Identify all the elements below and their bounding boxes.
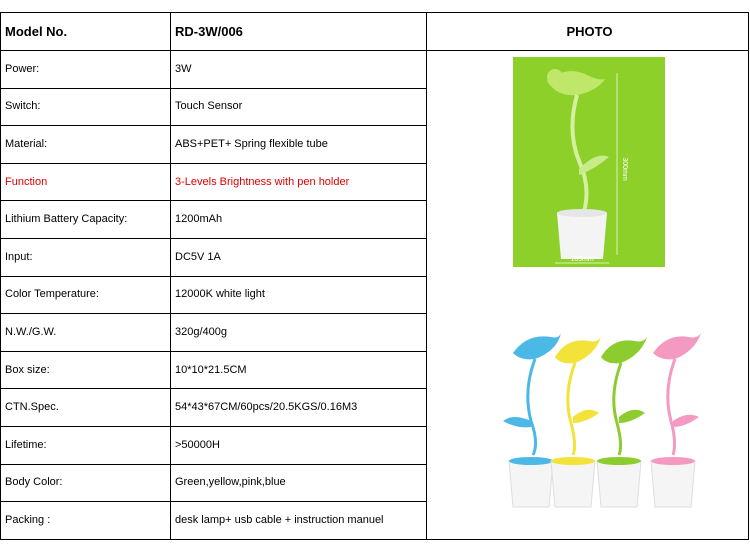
row-value: Touch Sensor bbox=[171, 88, 427, 126]
row-label-function: Function bbox=[1, 163, 171, 201]
header-model-label: Model No. bbox=[1, 13, 171, 51]
height-dimension-label: 300mm bbox=[621, 157, 628, 181]
row-value: desk lamp+ usb cable + instruction manuel bbox=[171, 502, 427, 540]
row-label: Body Color: bbox=[1, 464, 171, 502]
row-label: Packing : bbox=[1, 502, 171, 540]
row-label: Input: bbox=[1, 238, 171, 276]
row-label: N.W./G.W. bbox=[1, 314, 171, 352]
row-value: >50000H bbox=[171, 426, 427, 464]
row-label: Switch: bbox=[1, 88, 171, 126]
row-value: ABS+PET+ Spring flexible tube bbox=[171, 126, 427, 164]
photo-cell bbox=[427, 51, 749, 540]
width-dimension-label: 105mm bbox=[570, 256, 594, 263]
row-value: DC5V 1A bbox=[171, 238, 427, 276]
pink-lamp-image bbox=[651, 333, 701, 507]
row-value: 3W bbox=[171, 51, 427, 89]
row-value: Green,yellow,pink,blue bbox=[171, 464, 427, 502]
yellow-lamp-image bbox=[551, 337, 601, 507]
row-label: Power: bbox=[1, 51, 171, 89]
header-model-value: RD-3W/006 bbox=[171, 13, 427, 51]
row-value: 1200mAh bbox=[171, 201, 427, 239]
table-header-row bbox=[1, 13, 749, 51]
row-value: 12000K white light bbox=[171, 276, 427, 314]
row-label: Color Temperature: bbox=[1, 276, 171, 314]
product-photos bbox=[427, 51, 749, 529]
spec-table bbox=[0, 12, 749, 540]
green-small-lamp-image bbox=[597, 337, 647, 507]
row-value: 10*10*21.5CM bbox=[171, 351, 427, 389]
row-label: Box size: bbox=[1, 351, 171, 389]
row-label: Lithium Battery Capacity: bbox=[1, 201, 171, 239]
table-row bbox=[1, 51, 749, 89]
row-label: Material: bbox=[1, 126, 171, 164]
row-value: 320g/400g bbox=[171, 314, 427, 352]
header-photo: PHOTO bbox=[427, 13, 749, 51]
row-value: 54*43*67CM/60pcs/20.5KGS/0.16M3 bbox=[171, 389, 427, 427]
row-value-function: 3-Levels Brightness with pen holder bbox=[171, 163, 427, 201]
row-label: CTN.Spec. bbox=[1, 389, 171, 427]
row-label: Lifetime: bbox=[1, 426, 171, 464]
